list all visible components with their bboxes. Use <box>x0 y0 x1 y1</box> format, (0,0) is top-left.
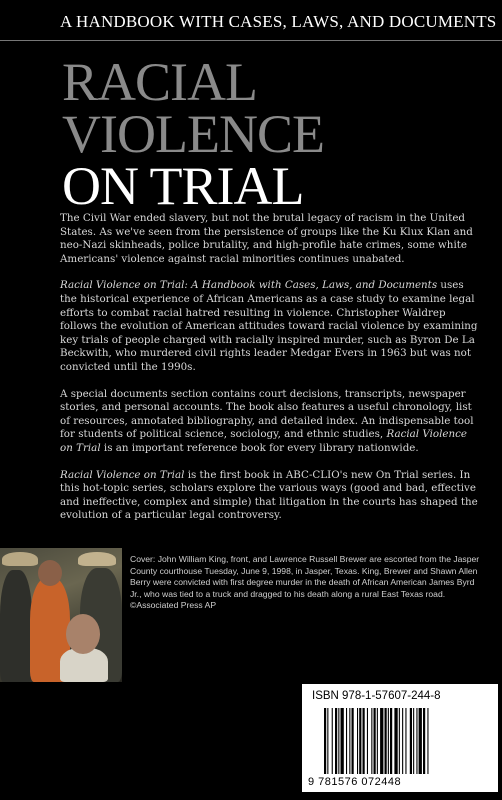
book-title <box>62 52 482 216</box>
paragraph-1-text: The Civil War ended slavery, but not the brutal legacy of racism in the United States. As we've seen from the persistence of groups like the Ku Klux Klan and neo-Nazi skinheads, police brutality, and high-profile hate crimes, some white Americans' violence against racial minorities continues unabated. <box>60 212 473 265</box>
book-title-italic: Racial Violence on Trial: A Handbook with Cases, Laws, and Documents <box>60 279 438 292</box>
paragraph-1 <box>60 212 480 266</box>
barcode-box <box>302 684 498 792</box>
paragraph-2-text: uses the historical experience of African Americans as a case study to examine legal efforts to combat racial hatred resulting in violence. Christopher Waldrep follows the evolution of American attitudes toward racial violence by examining key trials of people charged with racially inspired murder, such as Byron De La Beckwith, who murdered civil rights leader Medgar Evers in 1963 but was not convicted until the 1990s. <box>60 279 478 373</box>
paragraph-4 <box>60 469 480 523</box>
book-title-italic: Racial Violence on Trial <box>60 468 185 481</box>
description <box>60 212 480 536</box>
top-divider <box>0 40 502 41</box>
title-line-2: VIOLENCE <box>62 104 324 164</box>
title-line-3: ON TRIAL <box>62 156 304 216</box>
barcode-digits: 9 781576 072448 <box>308 776 402 788</box>
barcode-bars <box>324 708 492 774</box>
photo-prisoner-head <box>38 560 62 586</box>
photo-officer-left <box>0 570 32 682</box>
book-title-italic: Racial Violence on Trial <box>60 428 467 454</box>
paragraph-3-text-end: is an important reference book for every library nationwide. <box>100 441 419 454</box>
photo-hat-left <box>2 552 38 566</box>
paragraph-2 <box>60 279 480 374</box>
isbn-label: ISBN 978-1-57607-244-8 <box>312 690 441 702</box>
series-line: A HANDBOOK WITH CASES, LAWS, AND DOCUMENTS <box>60 12 497 31</box>
cover-photo <box>0 548 122 682</box>
title-line-1: RACIAL <box>62 52 257 112</box>
paragraph-4-text: is the first book in ABC-CLIO's new On Trial series. In this hot-topic series, scholars explore the various ways (good and bad, effective and ineffective, complex and simple) that litigation in the courts has shaped the evolution of a particular legal controversy. <box>60 468 478 522</box>
paragraph-3 <box>60 388 480 456</box>
photo-caption: Cover: John William King, front, and Lawrence Russell Brewer are escorted from the Jasper County courthouse Tuesday, June 9, 1998, in Jasper, Texas. King, Brewer and Shawn Allen Berry were convicted with first degree murder in the death of African American James Byrd Jr., who was tied to a truck and dragged to his death along a rural East Texas road. ©Associated Press AP <box>130 554 480 611</box>
paragraph-3-text-start: A special documents section contains court decisions, transcripts, newspaper stories, and personal accounts. The book also features a useful chronology, list of resources, annotated bibliography, and detailed index. An indispensable tool for students of political science, sociology, and ethnic studies, <box>60 387 474 441</box>
photo-front-man-face <box>66 614 100 654</box>
photo-hat-right <box>78 552 116 566</box>
